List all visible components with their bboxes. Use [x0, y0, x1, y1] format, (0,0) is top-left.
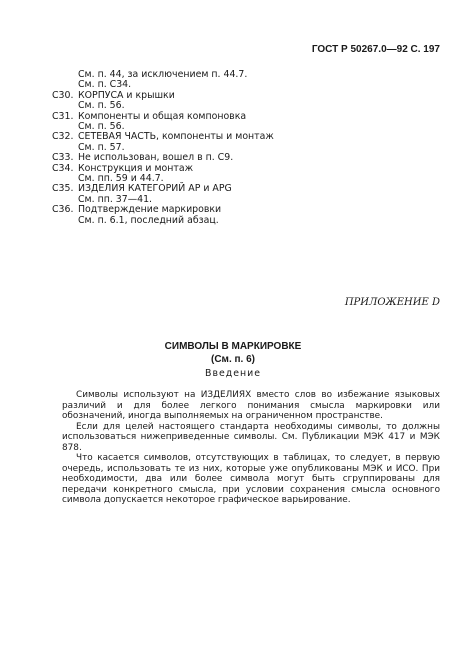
appendix-label: ПРИЛОЖЕНИЕ D [344, 297, 440, 308]
clause-text: ИЗДЕЛИЯ КАТЕГОРИЙ АР и АРG [78, 183, 232, 195]
clause-text: Конструкция и монтаж [78, 162, 194, 174]
list-item-line [52, 216, 432, 226]
body-text [62, 390, 440, 506]
paragraph: Если для целей настоящего стандарта необходимы символы, то должны использоваться нижеприведенные символы. См. Публикации МЭК 417 и МЭК 878. [62, 421, 440, 453]
clause-code: С31. [52, 110, 74, 122]
clause-text: См. п. 56. [78, 100, 125, 112]
clause-text: См. пп. 59 и 44.7. [78, 173, 164, 185]
clause-text: Не использован, вошел в п. С9. [78, 152, 234, 164]
intro-heading: Введение [205, 368, 261, 379]
clause-text: См. п. 56. [78, 121, 125, 133]
clause-text: КОРПУСА и крышки [78, 89, 175, 101]
title-line: СИМВОЛЫ В МАРКИРОВКЕ [164, 341, 302, 352]
section-title [0, 340, 466, 366]
clause-code: С30. [52, 89, 74, 101]
clause-text: Подтверждение маркировки [78, 204, 222, 216]
clause-code: С33. [52, 152, 74, 164]
clause-code [52, 216, 78, 226]
clause-text: См. п. 6.1, последний абзац. [78, 214, 219, 226]
paragraph: Что касается символов, отсутствующих в таблицах, то следует, в первую очередь, использовать те из них, которые уже опубликованы МЭК и ИСО. При необходимости, два или более символа могут быть сгруппированы для передачи конкретного смысла, при условии сохранения смысла основного символа допускается некоторое графическое варьирование. [62, 453, 440, 505]
clause-text: См. п. 44, за исключением п. 44.7. [78, 69, 248, 80]
clause-text: СЕТЕВАЯ ЧАСТЬ, компоненты и монтаж [78, 131, 274, 143]
clause-text: См. п. 57. [78, 141, 125, 153]
paragraph: Символы используют на ИЗДЕЛИЯХ вместо слов во избежание языковых различий и для более легкого понимания смысла маркировки или обозначений, иногда выполняемых на ограниченном пространстве. [62, 390, 440, 421]
clause-text: Компоненты и общая компоновка [78, 110, 247, 122]
subtitle-line: (См. п. 6) [211, 354, 255, 365]
page-header: ГОСТ Р 50267.0—92 С. 197 [311, 44, 440, 55]
clause-code: С35. [52, 183, 74, 195]
clause-code: С32. [52, 131, 74, 143]
clause-code: С34. [52, 162, 74, 174]
clause-list [52, 70, 432, 226]
clause-text: См. пп. 37—41. [78, 193, 153, 205]
clause-code [52, 70, 78, 80]
clause-code: С36. [52, 204, 74, 216]
clause-text: См. п. С34. [78, 79, 132, 91]
